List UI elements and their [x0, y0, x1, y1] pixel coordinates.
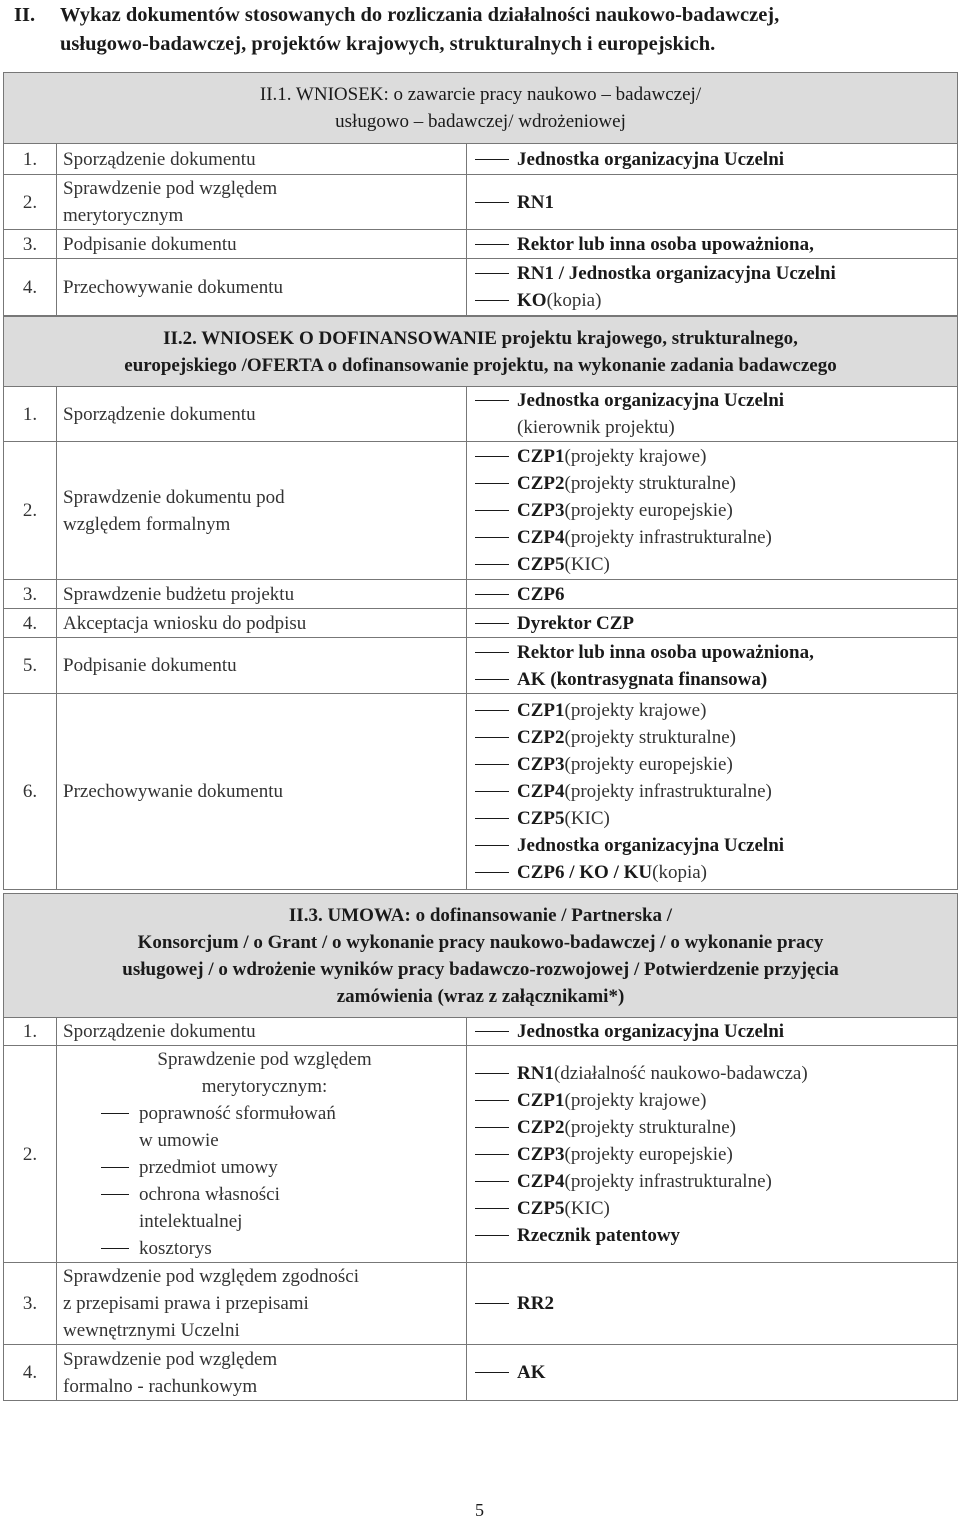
table-row: [4, 609, 958, 638]
unit-note: (projekty krajowe): [564, 446, 707, 467]
unit-cell: [467, 442, 958, 580]
step-text: Sprawdzenie pod względem: [63, 1348, 278, 1370]
list-item: przedmiot umowy: [63, 1154, 466, 1181]
dash-icon: [475, 594, 509, 595]
list-item: ochrona własności: [63, 1181, 466, 1208]
section-title-line: europejskiego /OFERTA o dofinansowanie projektu, na wykonanie zadania badawczego: [124, 354, 837, 376]
dash-icon: [475, 564, 509, 565]
section-title-line: II.1. WNIOSEK: o zawarcie pracy naukowo – badawczej/: [259, 84, 702, 105]
row-number: 2.: [4, 1046, 57, 1263]
dash-icon: [475, 623, 509, 624]
unit-name: CZP4: [517, 527, 565, 548]
step-text: Przechowywanie dokumentu: [63, 781, 284, 802]
unit-name: CZP2: [517, 727, 565, 748]
dash-icon: [475, 1073, 509, 1074]
unit-note: (KIC): [564, 808, 610, 829]
unit-name: CZP3: [517, 500, 565, 521]
step-cell: [57, 609, 467, 638]
unit-cell: [467, 144, 958, 175]
unit-cell: [467, 230, 958, 259]
section-title-line: Konsorcjum / o Grant / o wykonanie pracy naukowo-badawczej / o wykonanie pracy: [137, 931, 824, 953]
row-number: 3.: [4, 230, 57, 259]
page-number: 5: [475, 1500, 484, 1520]
unit-note: (projekty krajowe): [564, 1089, 707, 1111]
dash-icon: [475, 1100, 509, 1101]
step-text: Sporządzenie dokumentu: [63, 1021, 256, 1042]
unit-name: CZP2: [517, 1116, 565, 1138]
dash-icon: [475, 872, 509, 873]
step-text: merytorycznym: [63, 205, 184, 226]
step-text: z przepisami prawa i przepisami: [63, 1293, 309, 1314]
row-number: 1.: [4, 1018, 57, 1046]
step-cell: [57, 638, 467, 694]
unit-note: (projekty europejskie): [564, 754, 733, 775]
dash-icon: [475, 652, 509, 653]
unit-cell: [467, 1018, 958, 1046]
dash-icon: [101, 1248, 129, 1249]
section-title-line: II.3. UMOWA: o dofinansowanie / Partnerska /: [288, 904, 673, 926]
unit-note: (KIC): [564, 1197, 610, 1219]
row-number: 4.: [4, 1345, 57, 1401]
unit-cell: [467, 1263, 958, 1345]
table-row: [4, 580, 958, 609]
step-cell: [57, 259, 467, 316]
dash-icon: [475, 273, 509, 274]
unit-name: Jednostka organizacyjna Uczelni: [517, 835, 785, 856]
unit-name: CZP5: [517, 554, 565, 575]
step-cell: [57, 1046, 467, 1263]
unit-note: (projekty infrastrukturalne): [564, 781, 772, 802]
step-cell: [57, 230, 467, 259]
section-II3-header: [4, 894, 958, 1018]
unit-cell: [467, 609, 958, 638]
row-number: 5.: [4, 638, 57, 694]
unit-name: CZP1: [517, 446, 565, 467]
unit-name: CZP5: [517, 808, 565, 829]
heading-line-2: usługowo-badawczej, projektów krajowych, strukturalnych i europejskich.: [60, 33, 716, 55]
section-title-line: usługowej / o wdrożenie wyników pracy badawczo-rozwojowej / Potwierdzenie przyjęcia: [122, 958, 839, 980]
unit-cell: [467, 259, 958, 316]
step-cell: [57, 1263, 467, 1345]
dash-icon: [101, 1194, 129, 1195]
step-text: wewnętrznymi Uczelni: [63, 1320, 240, 1341]
table-row: [4, 1018, 958, 1046]
section-II2-table: [3, 316, 958, 890]
unit-cell: [467, 175, 958, 230]
table-row: [4, 259, 958, 316]
step-cell: [57, 580, 467, 609]
step-cell: [57, 144, 467, 175]
unit-note: (działalność naukowo-badawcza): [553, 1062, 808, 1084]
list-item: kosztorys: [63, 1235, 466, 1262]
unit-note: (projekty strukturalne): [564, 473, 736, 494]
dash-icon: [475, 737, 509, 738]
unit-note: (kopia): [652, 862, 707, 883]
step-text: Sprawdzenie pod względem: [157, 1049, 372, 1070]
row-number: 2.: [4, 442, 57, 580]
unit-name: Jednostka organizacyjna Uczelni: [517, 148, 785, 170]
unit-name: CZP1: [517, 700, 565, 721]
list-item: intelektualnej: [139, 1211, 243, 1232]
unit-name: CZP4: [517, 1170, 565, 1192]
section-II2-header: [4, 317, 958, 387]
step-cell: [57, 175, 467, 230]
step-text: Sprawdzenie pod względem: [63, 178, 278, 199]
dash-icon: [475, 400, 509, 401]
unit-note: (projekty infrastrukturalne): [564, 1170, 772, 1192]
section-II1-table: [3, 72, 958, 316]
step-text: Podpisanie dokumentu: [63, 233, 237, 255]
table-row: [4, 694, 958, 890]
dash-icon: [475, 1181, 509, 1182]
unit-name: CZP6 / KO / KU: [517, 862, 653, 883]
unit-note: (projekty strukturalne): [564, 1116, 736, 1138]
section-title-line: usługowo – badawczej/ wdrożeniowej: [335, 111, 626, 132]
dash-icon: [475, 818, 509, 819]
unit-name: RN1: [517, 1062, 554, 1084]
unit-cell: [467, 1345, 958, 1401]
unit-name: RR2: [517, 1293, 554, 1314]
table-row: [4, 387, 958, 442]
row-number: 1.: [4, 387, 57, 442]
unit-note: (projekty strukturalne): [564, 727, 736, 748]
dash-icon: [475, 710, 509, 711]
dash-icon: [475, 510, 509, 511]
step-cell: [57, 1018, 467, 1046]
unit-cell: [467, 580, 958, 609]
step-cell: [57, 387, 467, 442]
table-row: [4, 1263, 958, 1345]
step-cell: [57, 694, 467, 890]
dash-icon: [475, 1372, 509, 1373]
dash-icon: [475, 1031, 509, 1032]
unit-name: CZP1: [517, 1089, 565, 1111]
unit-name: Rektor lub inna osoba upoważniona,: [517, 641, 814, 663]
heading-line-1: Wykaz dokumentów stosowanych do rozliczania działalności naukowo-badawczej,: [60, 4, 780, 26]
dash-icon: [475, 845, 509, 846]
dash-icon: [101, 1167, 129, 1168]
unit-note: (projekty krajowe): [564, 700, 707, 721]
table-row: [4, 1345, 958, 1401]
row-number: 1.: [4, 144, 57, 175]
section-title-line: II.2. WNIOSEK O DOFINANSOWANIE projektu krajowego, strukturalnego,: [163, 327, 798, 349]
unit-cell: [467, 694, 958, 890]
unit-name: CZP5: [517, 1197, 565, 1219]
step-text: Sporządzenie dokumentu: [63, 403, 256, 425]
row-number: 2.: [4, 175, 57, 230]
step-text: względem formalnym: [63, 513, 231, 535]
unit-name: Jednostka organizacyjna Uczelni: [517, 1021, 785, 1042]
unit-name: Jednostka organizacyjna Uczelni: [517, 390, 785, 411]
table-row: [4, 442, 958, 580]
step-text: formalno - rachunkowym: [63, 1375, 258, 1397]
dash-icon: [475, 1154, 509, 1155]
unit-cell: [467, 1046, 958, 1263]
step-cell: [57, 1345, 467, 1401]
unit-note: (KIC): [564, 554, 610, 575]
dash-icon: [475, 791, 509, 792]
dash-icon: [475, 679, 509, 680]
unit-name: Rektor lub inna osoba upoważniona,: [517, 233, 814, 255]
dash-icon: [101, 1113, 129, 1114]
table-row: [4, 638, 958, 694]
unit-name: CZP3: [517, 754, 565, 775]
unit-note: (projekty europejskie): [564, 1143, 733, 1165]
row-number: 3.: [4, 580, 57, 609]
unit-name: Dyrektor CZP: [517, 612, 634, 634]
table-row: [4, 1046, 958, 1263]
dash-icon: [475, 483, 509, 484]
step-text: Sprawdzenie dokumentu pod: [63, 486, 285, 508]
unit-name: CZP3: [517, 1143, 565, 1165]
dash-icon: [475, 456, 509, 457]
unit-note: (projekty europejskie): [564, 500, 733, 521]
row-number: 4.: [4, 609, 57, 638]
table-row: [4, 175, 958, 230]
dash-icon: [475, 1127, 509, 1128]
unit-name: CZP2: [517, 473, 565, 494]
unit-name: KO: [517, 290, 547, 311]
unit-cell: [467, 387, 958, 442]
step-text: Sprawdzenie budżetu projektu: [63, 583, 295, 605]
unit-note: (projekty infrastrukturalne): [564, 527, 772, 548]
list-item: w umowie: [139, 1130, 219, 1151]
section-II1-header: [4, 73, 958, 144]
step-cell: [57, 442, 467, 580]
unit-name: RN1: [517, 191, 554, 213]
dash-icon: [475, 1235, 509, 1236]
dash-icon: [475, 1303, 509, 1304]
step-text: Przechowywanie dokumentu: [63, 276, 284, 298]
unit-cell: [467, 638, 958, 694]
unit-name: CZP4: [517, 781, 565, 802]
dash-icon: [475, 764, 509, 765]
dash-icon: [475, 202, 509, 203]
row-number: 4.: [4, 259, 57, 316]
unit-name: Rzecznik patentowy: [517, 1224, 681, 1246]
heading-number: II.: [14, 4, 36, 26]
row-number: 6.: [4, 694, 57, 890]
dash-icon: [475, 244, 509, 245]
section-II3-table: [3, 893, 958, 1401]
step-text: Akceptacja wniosku do podpisu: [63, 612, 307, 634]
row-number: 3.: [4, 1263, 57, 1345]
step-text: Podpisanie dokumentu: [63, 655, 237, 676]
dash-icon: [475, 1208, 509, 1209]
section-title-line: zamówienia (wraz z załącznikami*): [336, 985, 625, 1007]
step-text: Sprawdzenie pod względem zgodności: [63, 1266, 359, 1287]
unit-name: RN1 / Jednostka organizacyjna Uczelni: [517, 263, 836, 284]
step-text: Sporządzenie dokumentu: [63, 148, 256, 170]
dash-icon: [475, 300, 509, 301]
unit-name: AK: [517, 1362, 546, 1383]
table-row: [4, 230, 958, 259]
table-row: [4, 144, 958, 175]
unit-name: AK (kontrasygnata finansowa): [517, 668, 768, 690]
unit-note: (kopia): [546, 290, 602, 311]
unit-name: CZP6: [517, 583, 565, 605]
dash-icon: [475, 159, 509, 160]
unit-note: (kierownik projektu): [517, 417, 675, 438]
dash-icon: [475, 537, 509, 538]
list-item: poprawność sformułowań: [63, 1100, 466, 1127]
step-text: merytorycznym:: [201, 1076, 328, 1097]
